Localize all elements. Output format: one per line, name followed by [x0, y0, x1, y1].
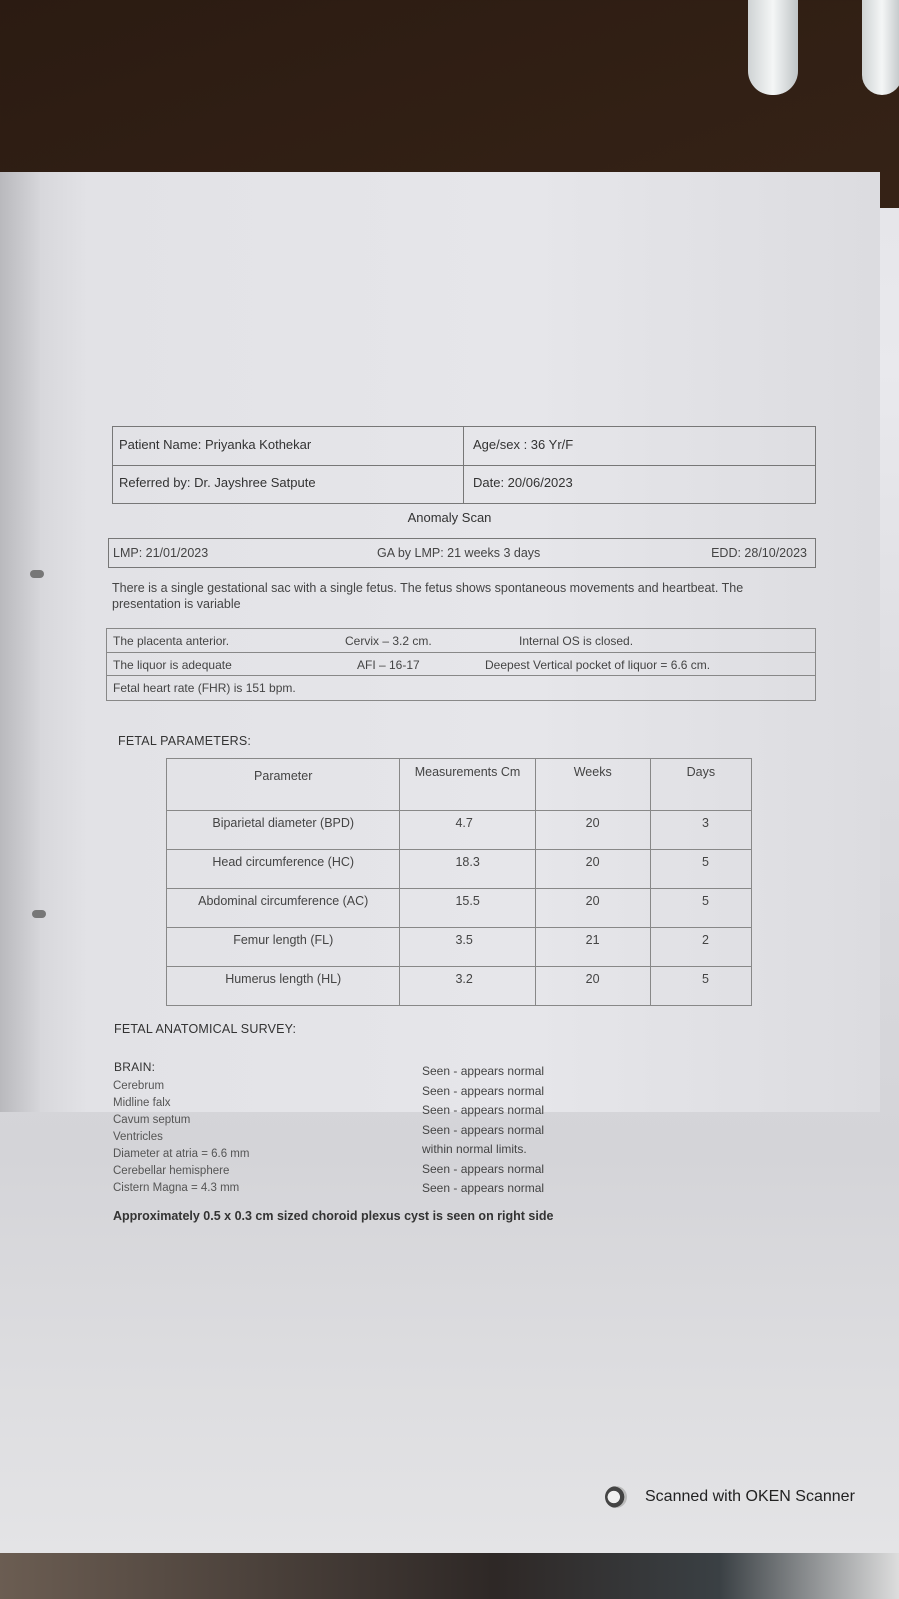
- fhr-cell: Fetal heart rate (FHR) is 151 bpm.: [113, 681, 296, 695]
- days: 5: [650, 850, 751, 889]
- parameter-name: Humerus length (HL): [167, 967, 400, 1006]
- survey-label: Diameter at atria = 6.6 mm: [113, 1148, 250, 1160]
- survey-finding: Seen - appears normal: [422, 1181, 545, 1195]
- survey-finding: Seen - appears normal: [422, 1103, 545, 1117]
- report-date: Date: 20/06/2023: [473, 475, 573, 490]
- measurement: 15.5: [400, 889, 535, 928]
- column-header: Weeks: [535, 759, 650, 811]
- measurement: 3.2: [400, 967, 535, 1006]
- placenta-cell: The placenta anterior.: [113, 634, 230, 648]
- table-header-row: [167, 759, 752, 811]
- scanner-watermark: [605, 1486, 855, 1508]
- choroid-cyst-note: Approximately 0.5 x 0.3 cm sized choroid plexus cyst is seen on right side: [113, 1209, 554, 1223]
- measurement: 3.5: [400, 928, 535, 967]
- edd-date: EDD: 28/10/2023: [711, 546, 807, 560]
- table-row: [167, 850, 752, 889]
- background-surface: [0, 1553, 899, 1599]
- lab-tube: [862, 0, 899, 95]
- patient-header-table: [112, 426, 816, 504]
- survey-label: Cavum septum: [113, 1114, 191, 1126]
- survey-label: Cerebellar hemisphere: [113, 1165, 230, 1177]
- punch-mark: [30, 570, 44, 578]
- survey-finding: within normal limits.: [422, 1142, 527, 1156]
- referred-by: Referred by: Dr. Jayshree Satpute: [119, 475, 316, 490]
- liquor-cell: The liquor is adequate: [113, 658, 232, 672]
- parameter-name: Biparietal diameter (BPD): [167, 811, 400, 850]
- scanner-text: Scanned with OKEN Scanner: [645, 1488, 855, 1506]
- parameter-name: Femur length (FL): [167, 928, 400, 967]
- survey-label: Ventricles: [113, 1131, 163, 1143]
- weeks: 20: [535, 889, 650, 928]
- cervix-cell: Cervix – 3.2 cm.: [345, 634, 432, 648]
- survey-finding: Seen - appears normal: [422, 1161, 545, 1176]
- parameter-name: Head circumference (HC): [167, 850, 400, 889]
- survey-finding: Seen - appears normal: [422, 1064, 545, 1078]
- table-row: [167, 889, 752, 928]
- gestational-age: GA by LMP: 21 weeks 3 days: [377, 546, 541, 560]
- brain-findings: [422, 1062, 544, 1199]
- fetal-parameters-table: [166, 758, 752, 1006]
- survey-label: Midline falx: [113, 1097, 171, 1109]
- measurement: 4.7: [400, 811, 535, 850]
- punch-mark: [32, 910, 46, 918]
- column-header: Measurements Cm: [400, 759, 535, 811]
- survey-label: Cerebrum: [113, 1080, 165, 1092]
- brain-labels: [113, 1078, 249, 1197]
- internal-os-cell: Internal OS is closed.: [519, 634, 634, 648]
- table-row: [167, 811, 752, 850]
- age-sex: Age/sex : 36 Yr/F: [473, 437, 574, 452]
- survey-label: Cistern Magna = 4.3 mm: [113, 1182, 240, 1194]
- fetal-parameters-heading: FETAL PARAMETERS:: [118, 734, 252, 748]
- column-header: Days: [650, 759, 751, 811]
- days: 3: [650, 811, 751, 850]
- days: 2: [650, 928, 751, 967]
- weeks: 20: [535, 850, 650, 889]
- weeks: 20: [535, 811, 650, 850]
- survey-finding: Seen - appears normal: [422, 1083, 545, 1098]
- scanner-logo-icon: [605, 1486, 627, 1508]
- weeks: 20: [535, 967, 650, 1006]
- days: 5: [650, 889, 751, 928]
- patient-name: Patient Name: Priyanka Kothekar: [119, 437, 312, 452]
- intro-paragraph: There is a single gestational sac with a single fetus. The fetus shows spontaneous movements and heartbeat. The presentation is variable: [112, 581, 744, 611]
- lmp-date: LMP: 21/01/2023: [113, 546, 209, 560]
- placenta-table: [106, 628, 816, 701]
- report-title: Anomaly Scan: [407, 510, 492, 525]
- anatomical-survey-heading: FETAL ANATOMICAL SURVEY:: [114, 1022, 297, 1036]
- lab-tube: [748, 0, 798, 95]
- table-row: [167, 967, 752, 1006]
- afi-cell: AFI – 16-17: [357, 658, 420, 672]
- table-row: [167, 928, 752, 967]
- parameter-name: Abdominal circumference (AC): [167, 889, 400, 928]
- page-shadow: [0, 172, 40, 1112]
- column-header: Parameter: [167, 759, 400, 811]
- days: 5: [650, 967, 751, 1006]
- weeks: 21: [535, 928, 650, 967]
- survey-finding: Seen - appears normal: [422, 1122, 545, 1137]
- measurement: 18.3: [400, 850, 535, 889]
- brain-heading: BRAIN:: [114, 1060, 156, 1074]
- dates-row: [108, 538, 816, 568]
- dvp-cell: Deepest Vertical pocket of liquor = 6.6 cm.: [485, 658, 711, 672]
